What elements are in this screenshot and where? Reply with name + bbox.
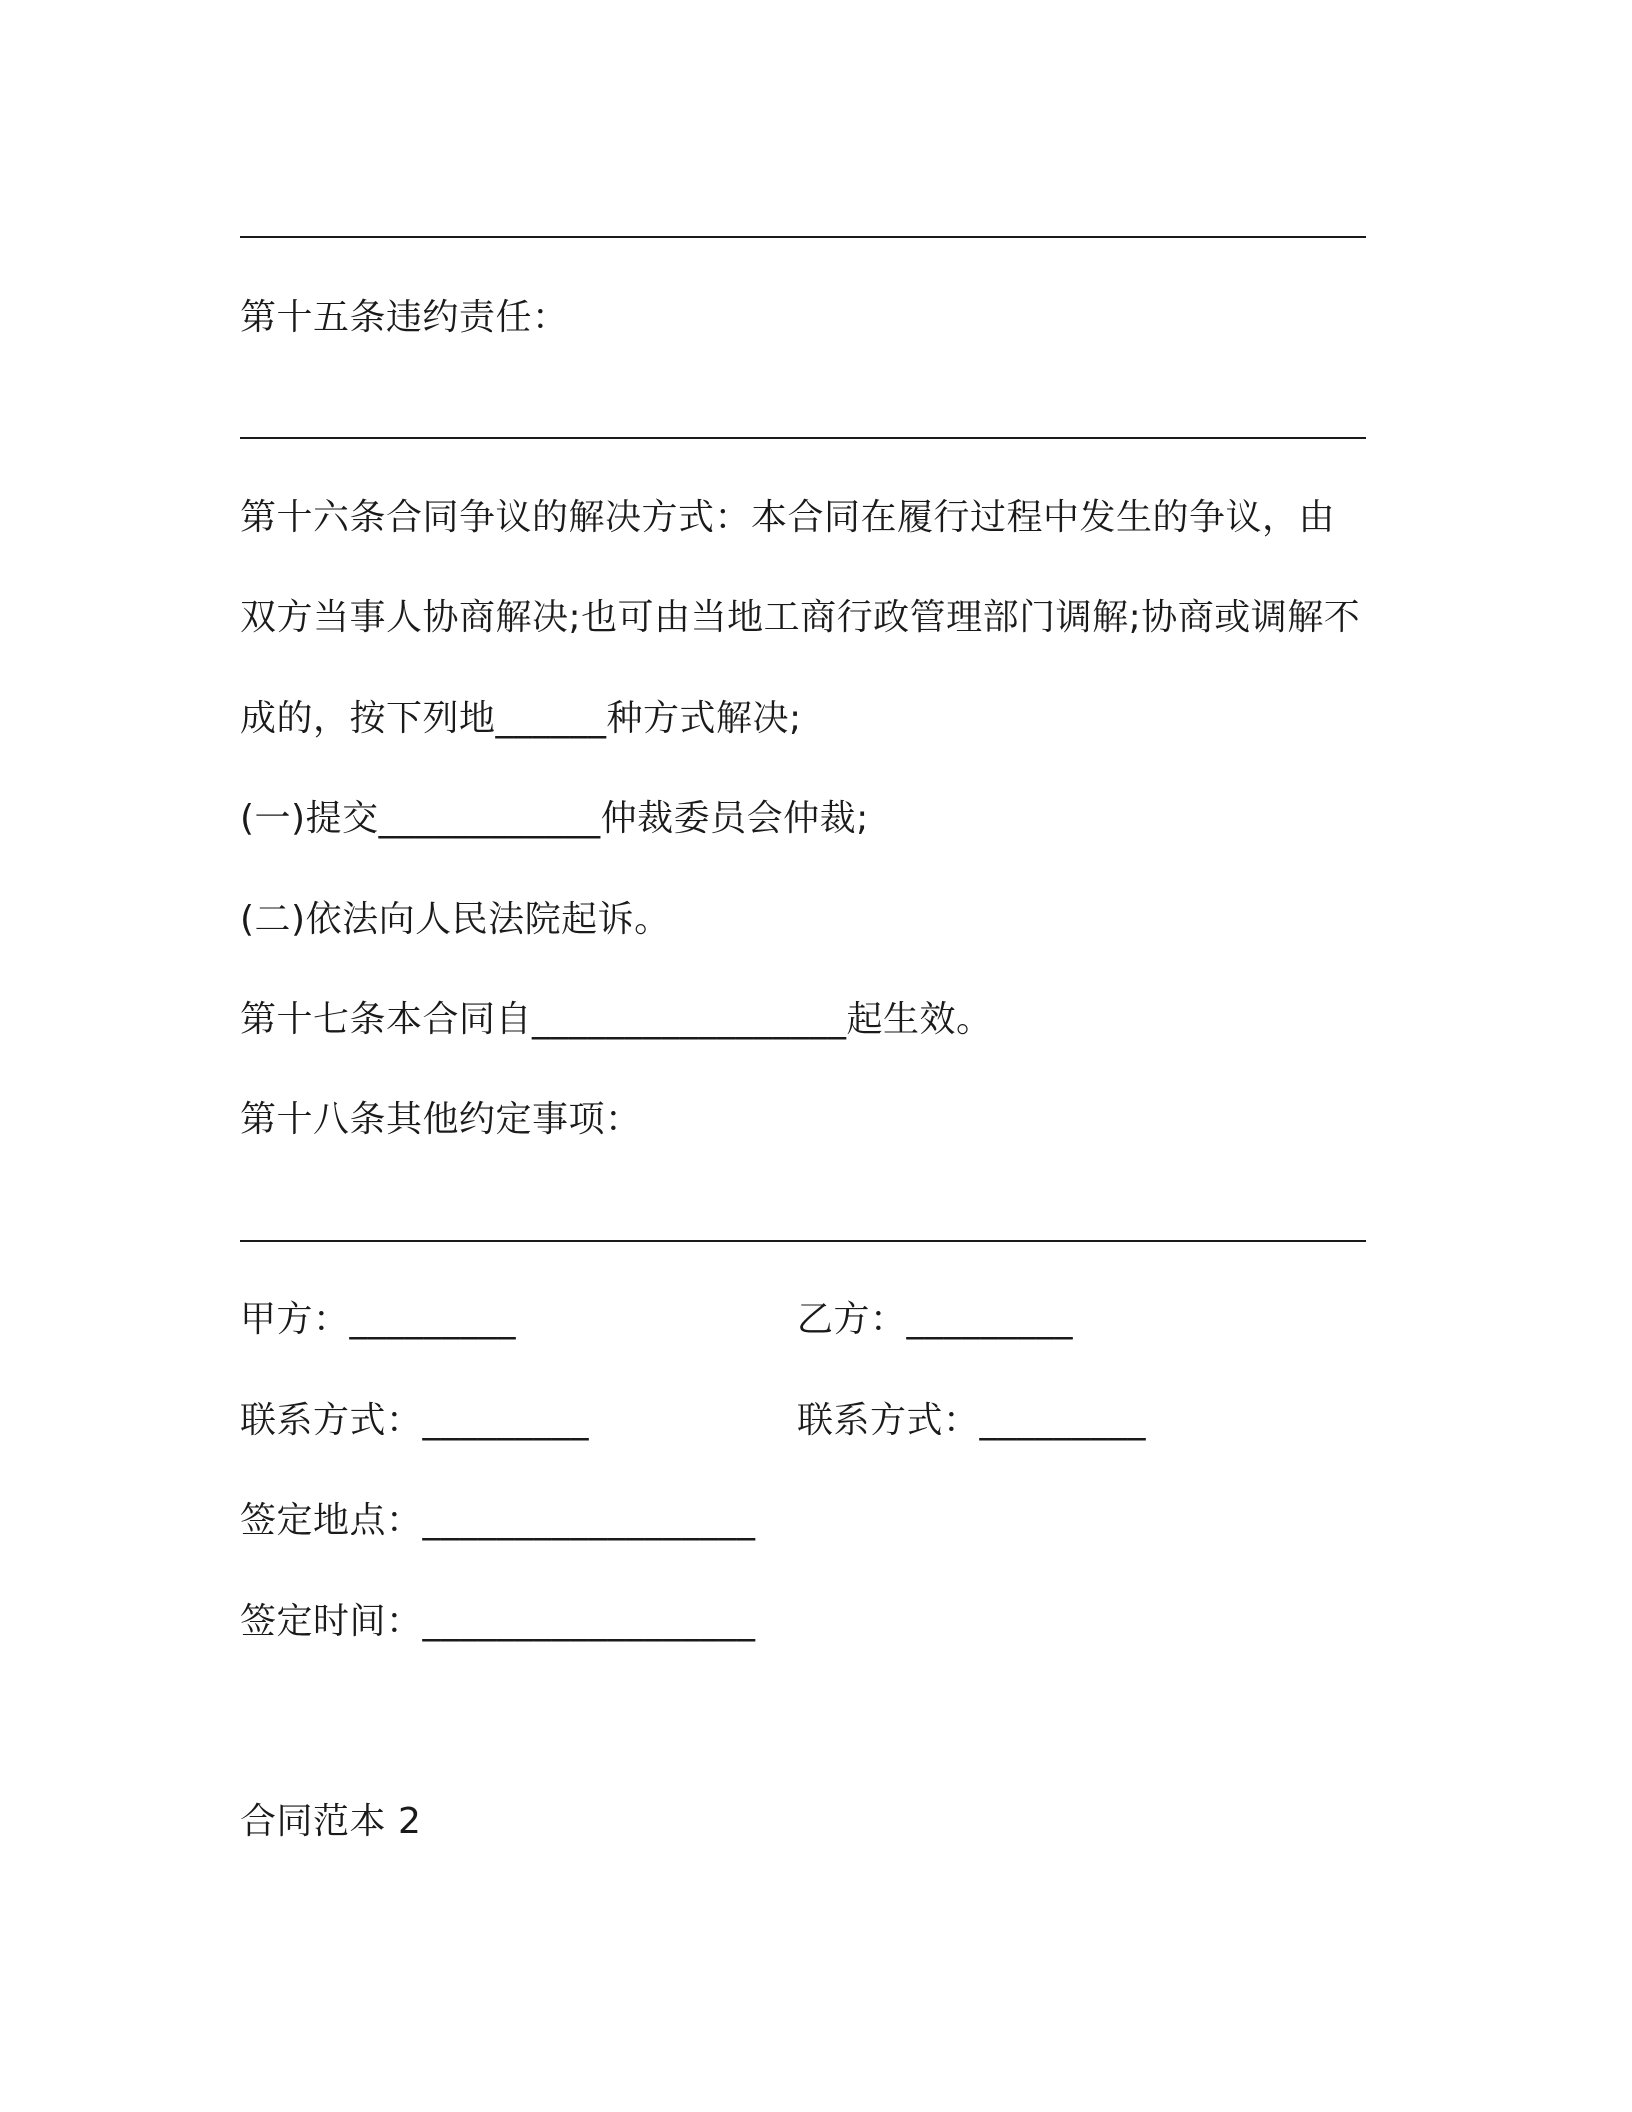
article-18-heading: 第十八条其他约定事项： [240,1099,642,1140]
article-16-line-3: 成的，按下列地______种方式解决; [240,698,802,739]
signing-place: 签定地点：__________________ [240,1500,756,1541]
next-template-title: 合同范本 2 [240,1801,422,1842]
article-16-line-1: 第十六条合同争议的解决方式：本合同在履行过程中发生的争议，由 [240,497,1336,538]
party-a-signature: 甲方：_________ [240,1299,517,1340]
party-b-signature: 乙方：_________ [797,1299,1074,1340]
blank-fill-line-2 [240,437,1366,439]
party-b-contact: 联系方式：_________ [797,1400,1147,1441]
dispute-option-arbitration: (一)提交____________仲裁委员会仲裁; [240,798,869,839]
article-17: 第十七条本合同自_________________起生效。 [240,999,993,1040]
blank-fill-line-1 [240,236,1366,238]
article-16-line-2: 双方当事人协商解决;也可由当地工商行政管理部门调解;协商或调解不 [240,597,1361,638]
dispute-option-litigation: (二)依法向人民法院起诉。 [240,899,671,940]
party-a-contact: 联系方式：_________ [240,1400,590,1441]
signing-time: 签定时间：__________________ [240,1601,756,1642]
blank-fill-line-3 [240,1240,1366,1242]
article-15-heading: 第十五条违约责任： [240,297,569,338]
